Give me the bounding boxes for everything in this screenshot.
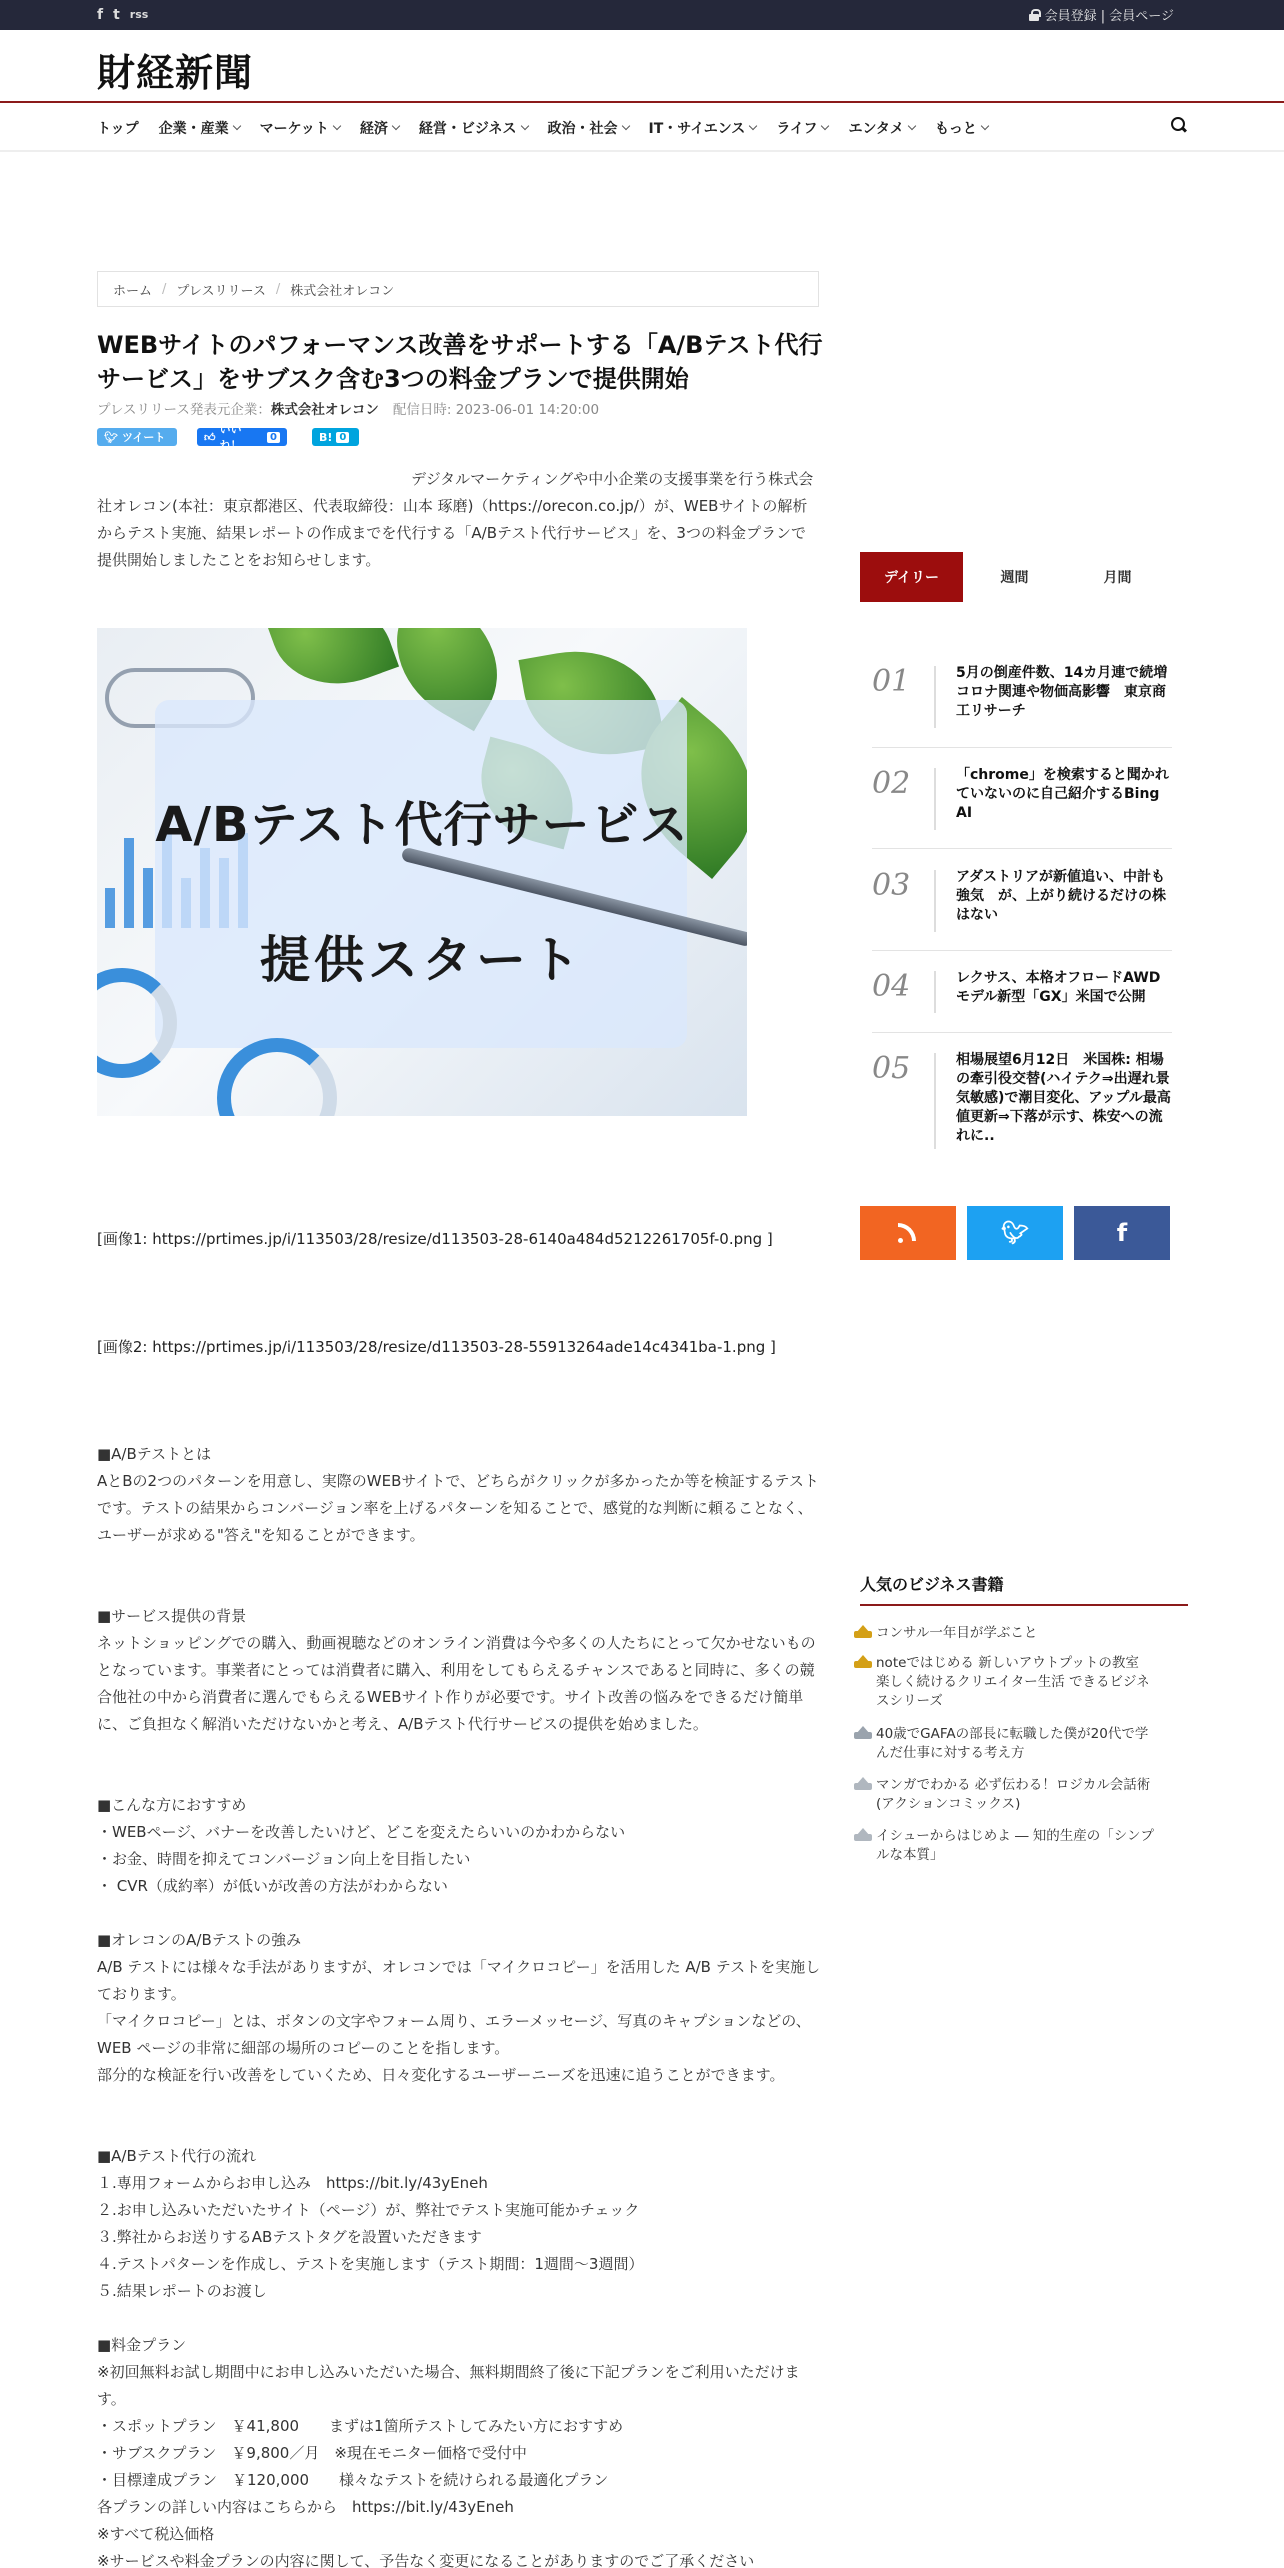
rank-title[interactable]: レクサス、本格オフロードAWDモデル新型「GX」米国で公開 — [956, 970, 1161, 1005]
chevron-down-icon — [392, 122, 400, 130]
nav-item-economy[interactable] — [360, 118, 399, 138]
nav-label: エンタメ — [848, 121, 904, 137]
rank-divider — [934, 1053, 936, 1149]
twitter-bird-icon: 🐦︎ — [104, 430, 118, 444]
nav-label: IT・サイエンス — [648, 121, 746, 137]
like-count: 0 — [267, 432, 280, 443]
meta-label: プレスリリース発表元企業： — [97, 402, 271, 418]
tab-daily[interactable]: デイリー — [860, 552, 963, 602]
section-ab-test — [97, 1441, 827, 1549]
book-title[interactable]: コンサル一年目が学ぶこと — [876, 1625, 1038, 1641]
like-label: いいね！ — [219, 423, 242, 452]
nav-item-entertainment[interactable] — [848, 118, 914, 138]
breadcrumb-home[interactable]: ホーム — [113, 283, 153, 299]
rank-number: 04 — [872, 969, 911, 1004]
section-text: ■A/Bテストとは AとBの2つのパターンを用意し、実際のWEBサイトで、どちらがクリックが多かったか等を検証するテストです。テストの結果からコンバージョン率を上げるパターンを知ることで、感覚的な判断に頼ることなく、ユーザーが求める"答え"を知ることができます。 — [97, 1445, 819, 1544]
crown-icon — [854, 1625, 872, 1638]
nav-item-more[interactable] — [935, 118, 988, 138]
hero-panel — [155, 700, 687, 1048]
chevron-down-icon — [749, 122, 757, 130]
rank-title[interactable]: 「chrome」を検索すると聞かれていないのに自己紹介するBing AI — [956, 767, 1169, 821]
nav-item-it-science[interactable] — [649, 118, 757, 138]
section-text: ■サービス提供の背景 ネットショッピングでの購入、動画視聴などのオンライン消費は今や多くの人たちにとって欠かせないものとなっています。事業者にとっては消費者に購入、利用をしてもらえるチャンスであると同時に、多くの競合他社の中から消費者に選んでもらえるWEBサイト作りが必要です。サイト改善の悩みをできるだけ簡単に、ご負担なく解消いただけないかと考え、A/Bテスト代行サービスの提供を始めました。 — [97, 1607, 816, 1733]
publish-date: 配信日時: 2023-06-01 14:20:00 — [392, 402, 600, 418]
chevron-down-icon — [821, 122, 829, 130]
header-divider — [0, 101, 1284, 103]
hero-headline: A/Bテスト代行サービス — [155, 797, 689, 853]
book-title[interactable]: イシューからはじめよ ― 知的生産の「シンプルな本質」 — [876, 1828, 1154, 1863]
nav-label: 企業・産業 — [158, 121, 229, 137]
article-lead — [97, 466, 819, 574]
ranking-tabs — [860, 552, 1170, 602]
nav-item-life[interactable] — [776, 118, 828, 138]
book-item[interactable] — [876, 1827, 1156, 1865]
rank-title[interactable]: 5月の倒産件数、14カ月連で続増 コロナ関連や物価高影響 東京商工リサーチ — [956, 665, 1182, 719]
nav-label: トップ — [97, 121, 139, 137]
chevron-down-icon — [908, 122, 916, 130]
nav-item-industry[interactable] — [159, 118, 240, 138]
book-title[interactable]: マンガでわかる 必ず伝わる！ロジカル会話術 (アクションコミックス) — [876, 1777, 1151, 1812]
ranking-separator — [872, 1032, 1172, 1033]
books-divider — [860, 1604, 1188, 1606]
breadcrumb — [97, 271, 819, 307]
chevron-down-icon — [232, 122, 240, 130]
book-item[interactable] — [876, 1725, 1156, 1763]
hero-image — [97, 628, 747, 1116]
social-links — [97, 6, 148, 24]
member-link-label[interactable]: 会員登録 | 会員ページ — [1044, 9, 1174, 24]
tab-weekly[interactable]: 週間 — [1000, 570, 1029, 586]
rank-divider — [934, 768, 936, 830]
twitter-icon[interactable]: t — [113, 7, 120, 23]
section-recommend — [97, 1792, 827, 1900]
image-caption-1: [画像1: https://prtimes.jp/i/113503/28/resize/d113503-28-6140a484d5212261705f-0.png ] — [97, 1230, 773, 1248]
nav-item-politics[interactable] — [548, 118, 629, 138]
rank-number: 05 — [872, 1051, 911, 1086]
rank-divider — [934, 666, 936, 728]
crown-icon — [854, 1726, 872, 1739]
ranking-separator — [872, 950, 1172, 951]
hatena-label: B! — [319, 430, 333, 444]
tab-monthly[interactable]: 月間 — [1103, 570, 1132, 586]
section-text: ■オレコンのA/Bテストの強み A/B テストには様々な手法がありますが、オレコンでは「マイクロコピー」を活用した A/B テストを実施しております。 「マイクロコピー」とは、ボタンの文字やフォーム周り、エラーメッセージ、写真のキャプションなどの、WEB ページの非常に細部の場所のコピーのことを指します。 部分的な検証を行い改善をしていくため、日々変化するユーザーニーズを迅速に追うことができます。 — [97, 1931, 821, 2084]
article-title: WEBサイトのパフォーマンス改善をサポートする「A/Bテスト代行サービス」をサブスク含む3つの料金プランで提供開始 — [97, 331, 823, 393]
nav-item-market[interactable] — [260, 118, 340, 138]
section-text: ■こんな方におすすめ ・WEBページ、バナーを改善したいけど、どこを変えたらいいのかわからない ・お金、時間を抑えてコンバージョン向上を目指したい ・ CVR（成約率）が低いが改善の方法がわからない — [97, 1796, 626, 1895]
section-text: ■料金プラン ※初回無料お試し期間中にお申し込みいただいた場合、無料期間終了後に下記プランをご利用いただけます。 ・スポットプラン ￥41,800 まずは1箇所テストしてみたい方におすすめ ・サブスクプラン ￥9,800／月 ※現在モニター価格で受付中 ・目標達成プラン ￥120,000 様々なテストを続けられる最適化プラン 各プランの詳しい内容はこちらから https://bit.ly/43yEneh ※すべて税込価格 ※サービスや料金プランの内容に関して、予告なく変更になることがありますのでご了承ください — [97, 2336, 800, 2568]
ranking-separator — [872, 747, 1172, 748]
search-icon[interactable] — [1171, 117, 1187, 133]
rank-number: 03 — [872, 868, 911, 903]
book-item[interactable] — [876, 1776, 1156, 1814]
rank-title[interactable]: 相場展望6月12日 米国株: 相場の牽引役交替(ハイテク⇒出遅れ景気敏感)で潮目変化、アップル最高値更新⇒下落が示す、株安への流れに.. — [956, 1052, 1171, 1144]
lock-icon — [1029, 9, 1039, 21]
chevron-down-icon — [981, 122, 989, 130]
company-link[interactable]: 株式会社オレコン — [270, 402, 379, 418]
nav-label: 経営・ビジネス — [418, 121, 517, 137]
ranking-item[interactable] — [872, 664, 1182, 730]
facebook-icon[interactable]: f — [97, 7, 104, 23]
section-background — [97, 1603, 827, 1738]
lead-text: デジタルマーケティングや中小企業の支援事業を行う株式会社オレコン(本社：東京都港区、代表取締役：山本 琢磨)（https://orecon.co.jp/）が、WEBサイトの解析からテスト実施、結果レポートの作成までを代行する「A/Bテスト代行サービス」を、3つの料金プランで提供開始しましたことをお知らせします。 — [97, 470, 814, 569]
section-flow — [97, 2143, 827, 2305]
rank-number: 01 — [872, 664, 911, 699]
breadcrumb-press[interactable]: プレスリリース — [176, 283, 266, 299]
nav-item-top[interactable] — [97, 118, 139, 138]
sidebar-twitter-button[interactable] — [967, 1206, 1063, 1260]
breadcrumb-separator: / — [162, 281, 167, 297]
nav-item-business[interactable] — [419, 118, 528, 138]
nav-label: 経済 — [359, 121, 388, 137]
main-nav — [97, 106, 1187, 150]
chevron-down-icon — [333, 122, 341, 130]
chevron-down-icon — [621, 122, 629, 130]
crown-icon — [854, 1777, 872, 1790]
hatena-count: 0 — [336, 432, 349, 443]
breadcrumb-company[interactable]: 株式会社オレコン — [290, 283, 395, 299]
tweet-label: ツイート — [121, 431, 166, 444]
tweet-button[interactable] — [97, 428, 177, 446]
facebook-icon: f — [1116, 1219, 1128, 1247]
nav-label: マーケット — [259, 121, 329, 137]
rank-divider — [934, 870, 936, 932]
like-button[interactable] — [197, 423, 287, 452]
ranking-item[interactable] — [872, 969, 1172, 1015]
donut-decoration — [217, 1038, 337, 1116]
book-item[interactable] — [876, 1654, 1156, 1711]
member-link[interactable] — [1029, 5, 1174, 24]
book-title[interactable]: 40歳でGAFAの部長に転職した僕が20代で学んだ仕事に対する考え方 — [876, 1726, 1149, 1761]
top-bar — [0, 0, 1284, 30]
rank-divider — [934, 971, 936, 1013]
hatena-bookmark-button[interactable] — [312, 428, 359, 446]
book-item[interactable] — [876, 1624, 1156, 1643]
nav-label: もっと — [934, 121, 977, 137]
crown-icon — [854, 1655, 872, 1668]
nav-label: 政治・社会 — [547, 121, 618, 137]
section-pricing — [97, 2332, 827, 2568]
crown-icon — [854, 1828, 872, 1841]
rank-number: 02 — [872, 766, 911, 801]
breadcrumb-separator: / — [275, 281, 281, 297]
rss-icon[interactable]: rss — [129, 8, 149, 21]
sidebar-facebook-button[interactable] — [1074, 1206, 1170, 1260]
rss-icon — [898, 1223, 918, 1243]
section-text: ■A/Bテスト代行の流れ １.専用フォームからお申し込み https://bit.ly/43yEneh ２.お申し込みいただいたサイト（ページ）が、弊社でテスト実施可能かチェック ３.弊社からお送りするABテストタグを設置いただきます ４.テストパターンを作成し、テストを実施します（テスト期間：1週間～3週間） ５.結果レポートのお渡し — [97, 2147, 644, 2300]
chevron-down-icon — [520, 122, 528, 130]
twitter-bird-icon: 🐦︎ — [1001, 1220, 1029, 1246]
ranking-item[interactable] — [872, 1051, 1172, 1151]
article-meta — [97, 398, 599, 418]
sidebar-rss-button[interactable] — [860, 1206, 956, 1260]
books-heading: 人気のビジネス書籍 — [860, 1575, 1004, 1594]
leaf-decoration — [265, 628, 399, 704]
ranking-separator — [872, 848, 1172, 849]
section-strength — [97, 1927, 827, 2089]
hero-subheadline: 提供スタート — [260, 931, 584, 989]
ranking-item[interactable] — [872, 868, 1172, 934]
book-title[interactable]: noteではじめる 新しいアウトプットの教室 楽しく続けるクリエイター生活 できるビジネスシリーズ — [876, 1655, 1150, 1709]
nav-divider — [0, 150, 1284, 152]
rank-title[interactable]: アダストリアが新値追い、中計も強気 が、上がり続けるだけの株はない — [956, 869, 1166, 923]
ranking-item[interactable] — [872, 766, 1172, 832]
image-caption-2: [画像2: https://prtimes.jp/i/113503/28/resize/d113503-28-55913264ade14c4341ba-1.png ] — [97, 1338, 776, 1356]
site-logo[interactable]: 財経新聞 — [97, 50, 254, 95]
nav-label: ライフ — [776, 121, 818, 137]
thumbs-up-icon: 👍︎ — [204, 430, 216, 444]
